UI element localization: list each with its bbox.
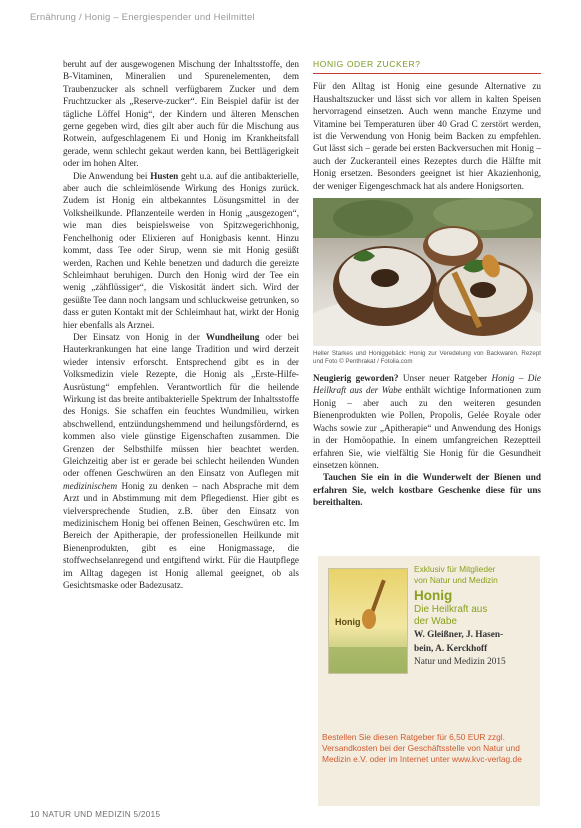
text: geht u.a. auf die antibakterielle, aber auch die schleimlösende Wirkung des Honigs zurück. Zudem ist Honig ein altbekanntes Lösungsmittel in der Volksheilkunde. Pflanzenteile werden in Honig „ausgezogen“, wie man dies beispielsweise von Spitzwegerichhonig, Fenchelhonig oder Elixieren auf Honigbasis kennt. Hinzu kommt, dass Tee oder Sirup, wenn sie mit Honig gesüßt werden, Rachen und Kehle benetzen und dadurch die gereizte Schleimhaut beruhigen. Durch den Honig wird der Tee ein wenig „zähflüssiger“, die Viskosität ändert sich. Wird der gesüßte Tee dann noch langsam und schluckweise getrunken, so dass er guten Kontakt mit der Schleimhaut hat, wirkt der Honig hier ebenfalls als Arznei. — [63, 170, 299, 330]
left-column — [63, 58, 299, 591]
promo-authors-2: bein, A. Kerckhoff — [414, 643, 488, 654]
promo-subtitle-1: Die Heilkraft aus — [414, 604, 488, 615]
text: Der Einsatz von Honig in der — [73, 331, 206, 342]
promo-subtitle-2: der Wabe — [414, 616, 457, 627]
book-cover-title: Honig — [335, 617, 361, 627]
photo-honey-cakes — [313, 198, 541, 346]
promo-authors-1: W. Gleißner, J. Hasen- — [414, 630, 504, 640]
honey-dipper-icon — [329, 569, 407, 673]
text: Honig zu denken – nach Absprache mit dem Arzt und in Abstimmung mit dem Pflegedienst. Hier gibt es vielversprechende Studien, z.B. über den Einsatz von medizinischem Honig bei offenen Beinen, Geschwüren etc. Im Bereich der Apitherapie, der professionellen Heilkunde mit Bienenprodukten, gibt es eine Honigmassage, die stoffwechselanregend und entgiftend wirkt. Für die Hautpflege im Alltag dagegen ist Honig allemal geeignet, ob als Gesichtsmaske oder Badezusatz. — [63, 480, 299, 591]
paragraph-guide-intro — [313, 372, 541, 471]
text: Die Anwendung bei — [73, 170, 151, 181]
promo-details — [414, 564, 536, 669]
keyword-wundheilung: Wundheilung — [205, 331, 260, 342]
photo-caption: Heller Starkes und Honiggebäck: Honig zur Veredelung von Backwaren. Rezept und Foto © Penthrakat / Fotolia.com — [313, 350, 541, 366]
guide-title-italic: Honig – Die Heilkraft aus der Wabe — [313, 373, 541, 396]
right-column — [313, 58, 541, 509]
promo-publisher: Natur und Medizin 2015 — [414, 657, 506, 667]
breadcrumb: Ernährung / Honig – Energiespender und Heilmittel — [30, 12, 255, 23]
promo-line-2: von Natur und Medizin — [414, 574, 498, 585]
promo-line-1: Exklusiv für Mitglieder — [414, 564, 496, 574]
text: Unser neuer Ratgeber — [398, 373, 492, 384]
page-footer — [30, 810, 160, 819]
keyword-medizinischem: medizinischem — [63, 480, 118, 491]
text: enthält wichtige Informationen zum Honig – aber auch zu den weiteren gesunden Bienenprodukten wie Pollen, Propolis, Gelée Royale oder Wachs sowie zur „Apitherapie“ und Anwendung des Honigs in der Homöopathie. In einem umfangreichen Rezeptteil erfahren Sie, wie vielfältig Sie Honig für die Gesundheit einsetzen können. — [313, 385, 541, 470]
book-cover — [328, 568, 408, 674]
info-box-text: Für den Alltag ist Honig eine gesunde Alternative zu Haushaltszucker und lässt sich vor allem in kalten Speisen hervorragend einsetzen. Auch wenn manche Enzyme und Vitamine bei Temperaturen über 40 Grad C zerstört werden, ist die Verwendung von Honig beim Backen zu empfehlen. Gut lässt sich – gerade bei ersten Backversuchen mit Honig – auch der Zuckeranteil eines Rezeptes durch die Hälfte mit Honig ersetzen. Besonders geeignet ist hier Akazienhonig, der weniger Eigengeschmack hat als andere Honigsorten. — [313, 81, 541, 191]
keyword-husten: Husten — [150, 170, 179, 181]
magazine-issue: NATUR UND MEDIZIN 5/2015 — [42, 810, 161, 819]
paragraph-wound-healing — [63, 331, 299, 592]
order-info: Bestellen Sie diesen Ratgeber für 6,50 EUR zzgl. Versandkosten bei der Geschäftsstelle von Natur und Medizin e.V. oder im Internet unter www.kvc-verlag.de — [322, 732, 522, 765]
paragraph-honey-composition: beruht auf der ausgewogenen Mischung der Inhaltsstoffe, den B-Vitaminen, Mineralien und Spurenelementen, dem Traubenzucker als schnell verfügbarem Zucker und dem Fruchtzucker als „Reserve-zucker“. Ein Beispiel dafür ist der tägliche Löffel Honig“, der Kindern und älteren Menschen gerne gegeben wird, dies gilt aber auch für die Mischung aus Rotwein, aufgeschlagenem Ei und Honig im Krankheitsfall gerade, wenn schlecht gekaut werden kann, bei Bettlägerigkeit oder im hohen Alter. — [63, 59, 299, 169]
text: oder bei Hauterkrankungen hat eine lange Tradition und wird derzeit wieder intensiv erforscht. Entsprechend gibt es in der Volksmedizin viele Rezepte, die Honig als „Erste-Hilfe-Ausrüstung“ empfehlen. Verantwortlich für die heilende Wirkung ist das breite antibakterielle Spektrum der Inhaltsstoffe des Honigs. Sie schaffen ein feuchtes Wundmilieu, wirken abschwellend, entzündungshemmend und heilungsfördernd, es kommen also viele günstige Eigenschaften zusammen. Die Grenzen der Selbsthilfe müssen hier beachtet werden. Gleichzeitig aber ist er gerade bei schlecht heilenden Wunden oder offenen Geschwüren an den Einsatz von Auflegen mit — [63, 331, 299, 479]
promo-title: Honig — [414, 588, 453, 603]
info-box-title: HONIG ODER ZUCKER? — [313, 58, 541, 74]
photo-illustration — [313, 198, 541, 346]
lead-in: Neugierig geworden? — [313, 373, 399, 384]
book-promo-box — [318, 556, 540, 806]
page-number: 10 — [30, 810, 40, 819]
paragraph-cough — [63, 170, 299, 331]
paragraph-call-to-action: Tauchen Sie ein in die Wunderwelt der Bienen und erfahren Sie, welch kostbare Geschenke diese für uns bereithalten. — [313, 472, 541, 508]
